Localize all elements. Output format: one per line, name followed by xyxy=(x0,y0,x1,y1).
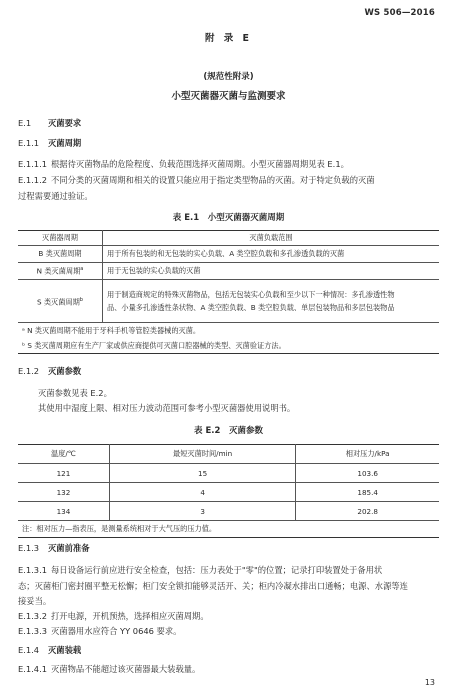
clause-text: 灭菌物品不能超过该灭菌器最大装载量。 xyxy=(51,664,201,674)
range-cell: 用于无包装的实心负载的灭菌 xyxy=(103,263,440,280)
clause-number: E.1.3.3 xyxy=(18,626,47,636)
column-header: 灭菌器周期 xyxy=(18,231,103,246)
section-number: E.1.1 xyxy=(18,138,40,148)
clause-e1-1-1 xyxy=(18,159,349,170)
clause-e1-3-2 xyxy=(18,611,209,622)
clause-number: E.1.1.1 xyxy=(18,159,47,169)
section-e1-2 xyxy=(18,366,81,377)
table-caption: 表 E.2 灭菌参数 xyxy=(194,426,263,436)
pressure-cell: 103.6 xyxy=(296,464,439,483)
time-cell: 3 xyxy=(109,502,295,521)
sterilization-cycle-table xyxy=(18,230,439,354)
section-e1-1 xyxy=(18,138,81,149)
paragraph-line: 其使用中湿度上限、相对压力波动范围可参考小型灭菌器使用说明书。 xyxy=(38,403,296,413)
table-row xyxy=(18,483,439,502)
table-caption: 表 E.1 小型灭菌器灭菌周期 xyxy=(172,213,285,223)
section-title: 灭菌参数 xyxy=(48,366,82,376)
table-row xyxy=(18,280,439,323)
table-row xyxy=(18,502,439,521)
appendix-type: (规范性附录) xyxy=(203,72,254,82)
clause-text-continuation: 过程需要通过验证。 xyxy=(18,191,93,201)
section-number: E.1.3 xyxy=(18,543,40,553)
section-e1-4 xyxy=(18,645,81,656)
clause-text-continuation: 接妥当。 xyxy=(18,596,52,606)
table-footnote: ᵇ S 类灭菌周期应有生产厂家或供应商提供可灭菌口腔器械的类型、灭菌验证方法。 xyxy=(22,340,286,350)
pressure-cell: 202.8 xyxy=(296,502,439,521)
column-header: 最短灭菌时间/min xyxy=(109,445,295,464)
page-number: 13 xyxy=(424,678,435,687)
temperature-cell: 134 xyxy=(18,502,109,521)
section-title: 灭菌前准备 xyxy=(48,543,90,553)
footnote-marker: b xyxy=(79,296,83,303)
paragraph-line: 灭菌参数见表 E.2。 xyxy=(38,388,112,398)
section-title: 灭菌装载 xyxy=(48,645,82,655)
clause-number: E.1.1.2 xyxy=(18,175,47,185)
temperature-cell: 132 xyxy=(18,483,109,502)
column-header: 灭菌负载范围 xyxy=(103,231,440,246)
time-cell: 4 xyxy=(109,483,295,502)
section-title: 灭菌要求 xyxy=(48,118,82,128)
clause-e1-4-1 xyxy=(18,664,200,675)
range-cell: 用于制造商规定的特殊灭菌物品，包括无包装实心负载和至少以下一种情况：多孔渗透性物 品、小量多孔渗透性条状物、A 类空腔负载、B 类空腔负载、单层包装物品和多层包装物品 xyxy=(103,280,440,323)
section-e1 xyxy=(18,118,81,129)
clause-text: 灭菌器用水应符合 YY 0646 要求。 xyxy=(51,626,182,636)
table-footnote: ᵃ N 类灭菌周期不能用于牙科手机等管腔类器械的灭菌。 xyxy=(18,323,439,339)
section-e1-3 xyxy=(18,543,90,554)
table-row xyxy=(18,464,439,483)
table-row xyxy=(18,263,439,280)
range-cell: 用于所有包装的和无包装的实心负载、A 类空腔负载和多孔渗透负载的灭菌 xyxy=(103,246,440,263)
section-number: E.1 xyxy=(18,118,32,128)
clause-text-continuation: 态；灭菌柜门密封圈平整无松懈；柜门安全锁扣能够灵活开、关；柜内冷凝水排出口通畅；电源、水源等连 xyxy=(18,581,408,591)
table-footnote: 注：相对压力—指表压，是测量系统相对于大气压的压力值。 xyxy=(22,524,217,533)
temperature-cell: 121 xyxy=(18,464,109,483)
standard-code: WS 506—2016 xyxy=(364,8,435,18)
footnote-marker: a xyxy=(80,265,84,272)
section-number: E.1.2 xyxy=(18,366,40,376)
clause-e1-1-2 xyxy=(18,175,375,186)
column-header: 温度/℃ xyxy=(18,445,109,464)
sterilization-parameter-table xyxy=(18,444,439,538)
appendix-title: 小型灭菌器灭菌与监测要求 xyxy=(171,91,286,102)
clause-number: E.1.3.1 xyxy=(18,565,47,575)
clause-text: 根据待灭菌物品的危险程度、负载范围选择灭菌周期。小型灭菌器周期见表 E.1。 xyxy=(51,159,349,169)
clause-number: E.1.3.2 xyxy=(18,611,47,621)
clause-text: 打开电源，开机预热，选择相应灭菌周期。 xyxy=(51,611,209,621)
clause-e1-3-3 xyxy=(18,626,181,637)
cycle-cell: B 类灭菌周期 xyxy=(18,246,103,263)
section-title: 灭菌周期 xyxy=(48,138,82,148)
clause-number: E.1.4.1 xyxy=(18,664,47,674)
pressure-cell: 185.4 xyxy=(296,483,439,502)
clause-text: 不同分类的灭菌周期和相关的设置只能应用于指定类型物品的灭菌。对于特定负载的灭菌 xyxy=(51,175,375,185)
section-number: E.1.4 xyxy=(18,645,40,655)
clause-text: 每日设备运行前应进行安全检查，包括：压力表处于"零"的位置；记录打印装置处于备用状 xyxy=(51,565,383,575)
column-header: 相对压力/kPa xyxy=(296,445,439,464)
cycle-cell: S 类灭菌周期$^b$ xyxy=(18,280,103,323)
time-cell: 15 xyxy=(109,464,295,483)
appendix-label: 附 录 E xyxy=(204,33,253,44)
clause-e1-3-1 xyxy=(18,565,382,576)
table-row xyxy=(18,246,439,263)
cycle-cell: N 类灭菌周期$^a$ xyxy=(18,263,103,280)
